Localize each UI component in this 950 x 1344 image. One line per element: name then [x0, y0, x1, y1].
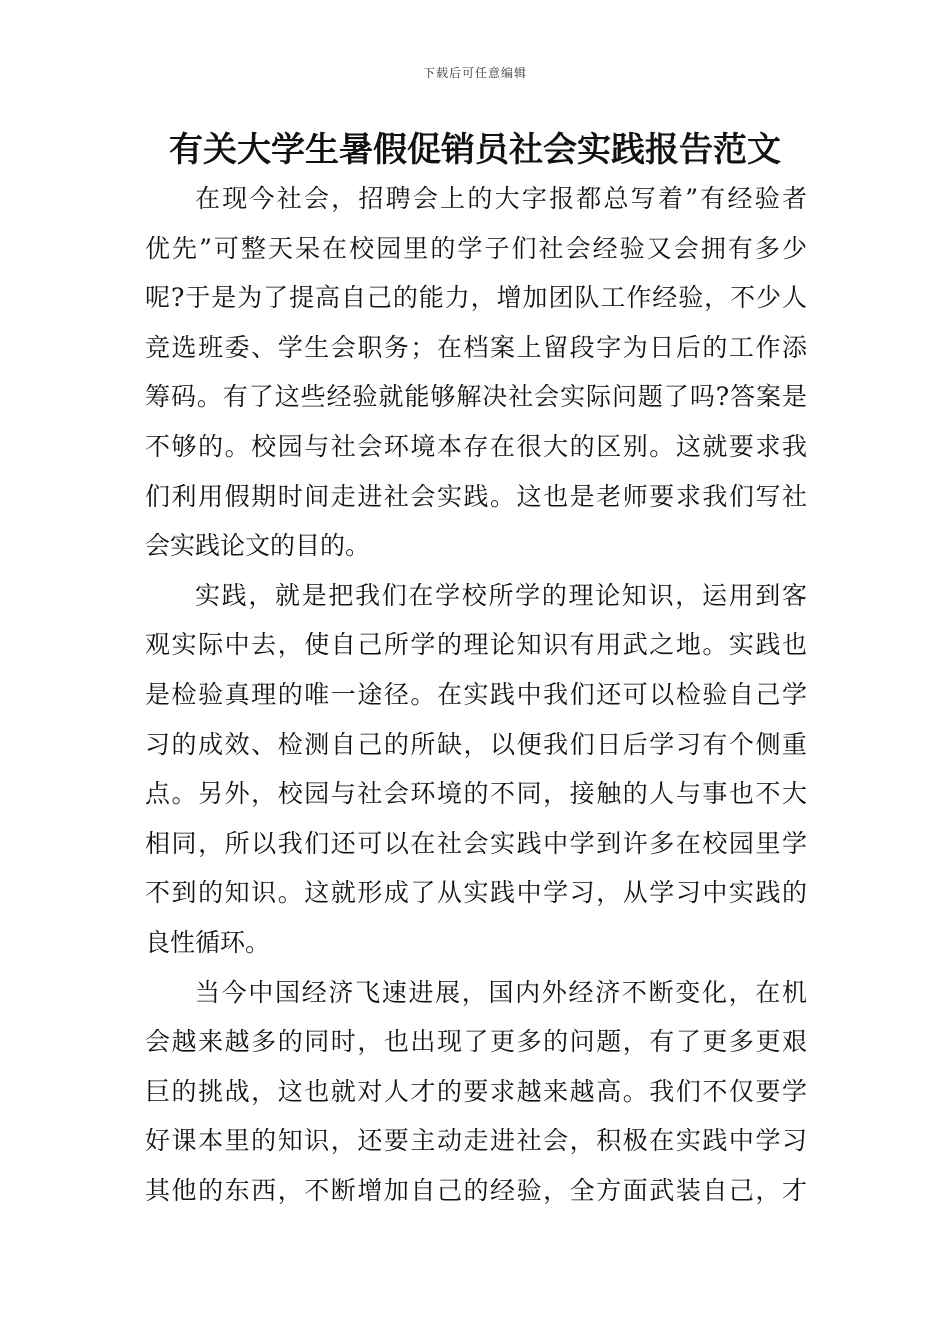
paragraph-line: 会实践论文的目的。 [145, 531, 371, 561]
paragraph-line: 不够的。校园与社会环境本存在很大的区别。这就要求我 [145, 431, 807, 461]
paragraph-line: 不到的知识。这就形成了从实践中学习，从学习中实践的 [145, 878, 807, 908]
paragraph-line: 优先”可整天呆在校园里的学子们社会经验又会拥有多少 [145, 233, 807, 263]
paragraph-line: 呢?于是为了提高自己的能力，增加团队工作经验，不少人 [145, 283, 807, 313]
paragraph-1 [145, 174, 807, 571]
page-header: 下载后可任意编辑 [422, 66, 527, 80]
paragraph-line: 好课本里的知识，还要主动走进社会，积极在实践中学习 [145, 1126, 807, 1156]
paragraph-line: 巨的挑战，这也就对人才的要求越来越高。我们不仅要学 [145, 1076, 807, 1106]
paragraph-line: 竞选班委、学生会职务；在档案上留段字为日后的工作添 [145, 332, 807, 362]
paragraph-line: 相同，所以我们还可以在社会实践中学到许多在校园里学 [145, 828, 807, 858]
paragraph-line: 们利用假期时间走进社会实践。这也是老师要求我们写社 [145, 481, 807, 511]
paragraph-line: 实践，就是把我们在学校所学的理论知识，运用到客 [195, 580, 807, 610]
paragraph-line: 在现今社会，招聘会上的大字报都总写着”有经验者 [195, 184, 807, 213]
paragraph-line: 良性循环。 [145, 927, 271, 957]
paragraph-line: 当今中国经济飞速进展，国内外经济不断变化，在机 [195, 977, 807, 1007]
paragraph-3 [145, 968, 807, 1216]
paragraph-line: 习的成效、检测自己的所缺，以便我们日后学习有个侧重 [145, 729, 807, 759]
paragraph-line: 筹码。有了这些经验就能够解决社会实际问题了吗?答案是 [145, 382, 807, 412]
paragraph-2 [145, 571, 807, 968]
paragraph-line: 会越来越多的同时，也出现了更多的问题，有了更多更艰 [145, 1027, 807, 1057]
paragraph-line: 点。另外，校园与社会环境的不同，接触的人与事也不大 [145, 779, 807, 809]
document-body [145, 174, 807, 1215]
document-title: 有关大学生暑假促销员社会实践报告范文 [169, 130, 781, 170]
paragraph-line: 观实际中去，使自己所学的理论知识有用武之地。实践也 [145, 630, 807, 660]
paragraph-line: 其他的东西，不断增加自己的经验，全方面武装自己，才 [145, 1175, 807, 1205]
paragraph-line: 是检验真理的唯一途径。在实践中我们还可以检验自己学 [145, 679, 807, 709]
